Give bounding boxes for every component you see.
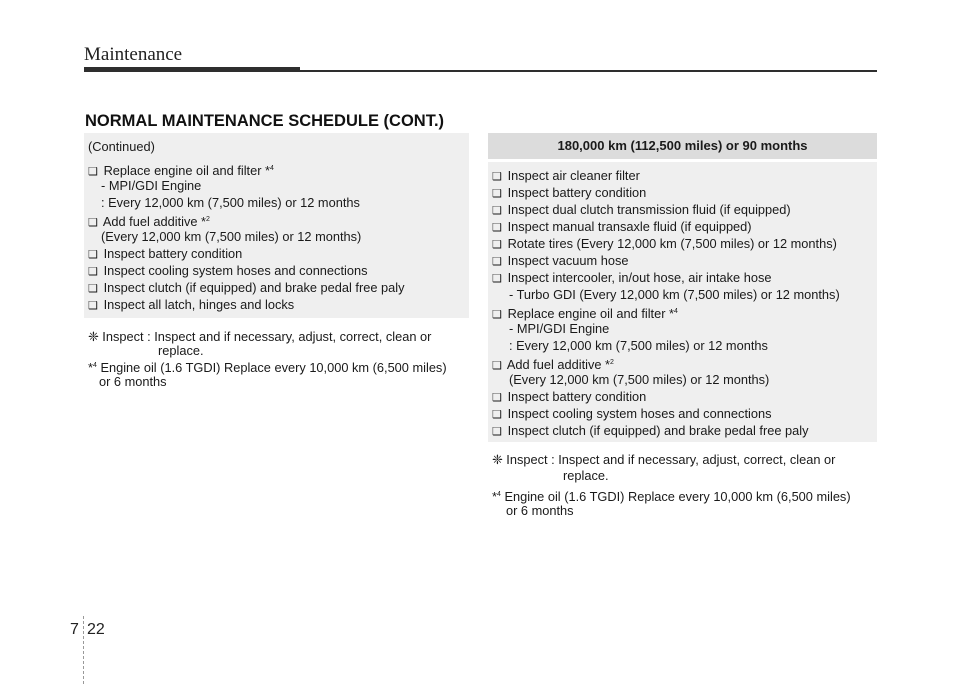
schedule-item-text: Inspect intercooler, in/out hose, air intake hose (507, 270, 772, 285)
left-oil-line1: Engine oil (1.6 TGDI) Replace every 10,000 km (6,500 miles) (96, 360, 447, 375)
schedule-item-text: Add fuel additive * (506, 357, 611, 372)
schedule-item-text: Replace engine oil and filter * (103, 163, 271, 178)
left-oil-mark: * (88, 360, 93, 375)
schedule-item (101, 194, 360, 211)
schedule-item-text: Inspect cooling system hoses and connections (103, 263, 368, 278)
schedule-item (509, 320, 609, 337)
checkbox-icon: ❑ (88, 166, 98, 178)
schedule-item-text: : Every 12,000 km (7,500 miles) or 12 months (101, 195, 360, 210)
checkbox-icon: ❑ (88, 266, 98, 278)
checkbox-icon: ❑ (492, 256, 502, 268)
footnote-marker: 2 (206, 216, 210, 223)
schedule-item-text: (Every 12,000 km (7,500 miles) or 12 months) (101, 229, 362, 244)
schedule-item-text: Inspect clutch (if equipped) and brake pedal free paly (507, 423, 809, 438)
checkbox-icon: ❑ (492, 171, 502, 183)
right-inspect-note-cont (563, 468, 609, 484)
schedule-item-text: Add fuel additive * (102, 214, 207, 229)
checkbox-icon: ❑ (88, 283, 98, 295)
checkbox-icon: ❑ (492, 188, 502, 200)
left-inspect-line2: replace. (158, 343, 204, 358)
checkbox-icon: ❑ (88, 249, 98, 261)
left-inspect-note (88, 329, 431, 345)
schedule-item-text: - Turbo GDI (Every 12,000 km (7,500 miles) or 12 months) (509, 287, 840, 302)
schedule-item (101, 177, 201, 194)
right-oil-line2: or 6 months (506, 503, 574, 518)
schedule-item-text: Rotate tires (Every 12,000 km (7,500 miles) or 12 months) (507, 236, 837, 251)
header-rule-thin (300, 70, 877, 72)
checkbox-icon: ❑ (492, 309, 502, 321)
right-inspect-line1: ❈ Inspect : Inspect and if necessary, adjust, correct, clean or (492, 452, 836, 467)
checkbox-icon: ❑ (492, 409, 502, 421)
checkbox-icon: ❑ (492, 222, 502, 234)
schedule-item (509, 286, 840, 303)
page-number: 22 (87, 621, 105, 638)
left-oil-note-cont (99, 374, 167, 390)
page-header-title: Maintenance (84, 44, 183, 65)
left-oil-sup: 4 (92, 362, 97, 369)
schedule-item-text: Inspect cooling system hoses and connections (507, 406, 772, 421)
schedule-item-text: Inspect vacuum hose (507, 253, 629, 268)
schedule-item (101, 228, 361, 245)
right-oil-line1: Engine oil (1.6 TGDI) Replace every 10,000 km (6,500 miles) (500, 489, 851, 504)
section-title: NORMAL MAINTENANCE SCHEDULE (CONT.) (85, 112, 445, 130)
schedule-item (492, 422, 808, 441)
right-oil-note-cont (506, 503, 574, 519)
continued-label: (Continued) (88, 139, 155, 154)
schedule-item (509, 337, 768, 354)
schedule-item-text: Inspect all latch, hinges and locks (103, 297, 295, 312)
footnote-marker: 4 (270, 165, 274, 172)
checkbox-icon: ❑ (492, 360, 502, 372)
chapter-number: 7 (70, 621, 79, 638)
schedule-item (88, 296, 294, 315)
footer-divider (83, 616, 84, 684)
checkbox-icon: ❑ (88, 300, 98, 312)
schedule-item-text: Inspect battery condition (507, 389, 647, 404)
schedule-item-text: (Every 12,000 km (7,500 miles) or 12 months) (509, 372, 770, 387)
schedule-item-text: : Every 12,000 km (7,500 miles) or 12 months (509, 338, 768, 353)
schedule-item-text: Inspect battery condition (103, 246, 243, 261)
checkbox-icon: ❑ (492, 273, 502, 285)
left-inspect-note-cont (158, 343, 204, 359)
schedule-item-text: Inspect air cleaner filter (507, 168, 640, 183)
schedule-item-text: Inspect manual transaxle fluid (if equipped) (507, 219, 752, 234)
schedule-item-text: Inspect clutch (if equipped) and brake pedal free paly (103, 280, 405, 295)
checkbox-icon: ❑ (492, 392, 502, 404)
checkbox-icon: ❑ (88, 217, 98, 229)
right-oil-sup: 4 (496, 491, 501, 498)
checkbox-icon: ❑ (492, 205, 502, 217)
checkbox-icon: ❑ (492, 426, 502, 438)
schedule-item-text: Replace engine oil and filter * (507, 306, 675, 321)
right-inspect-line2: replace. (563, 468, 609, 483)
schedule-item-text: Inspect dual clutch transmission fluid (if equipped) (507, 202, 791, 217)
schedule-item-text: - MPI/GDI Engine (509, 321, 610, 336)
footnote-marker: 4 (674, 308, 678, 315)
checkbox-icon: ❑ (492, 239, 502, 251)
left-inspect-line1: ❈ Inspect : Inspect and if necessary, adjust, correct, clean or (88, 329, 432, 344)
right-schedule-heading: 180,000 km (112,500 miles) or 90 months (488, 133, 877, 159)
footnote-marker: 2 (610, 359, 614, 366)
schedule-item-text: - MPI/GDI Engine (101, 178, 202, 193)
schedule-item-text: Inspect battery condition (507, 185, 647, 200)
header-rule-thick (84, 67, 300, 72)
schedule-item (509, 371, 769, 388)
right-inspect-note (492, 452, 835, 468)
left-oil-line2: or 6 months (99, 374, 167, 389)
right-oil-mark: * (492, 489, 497, 504)
